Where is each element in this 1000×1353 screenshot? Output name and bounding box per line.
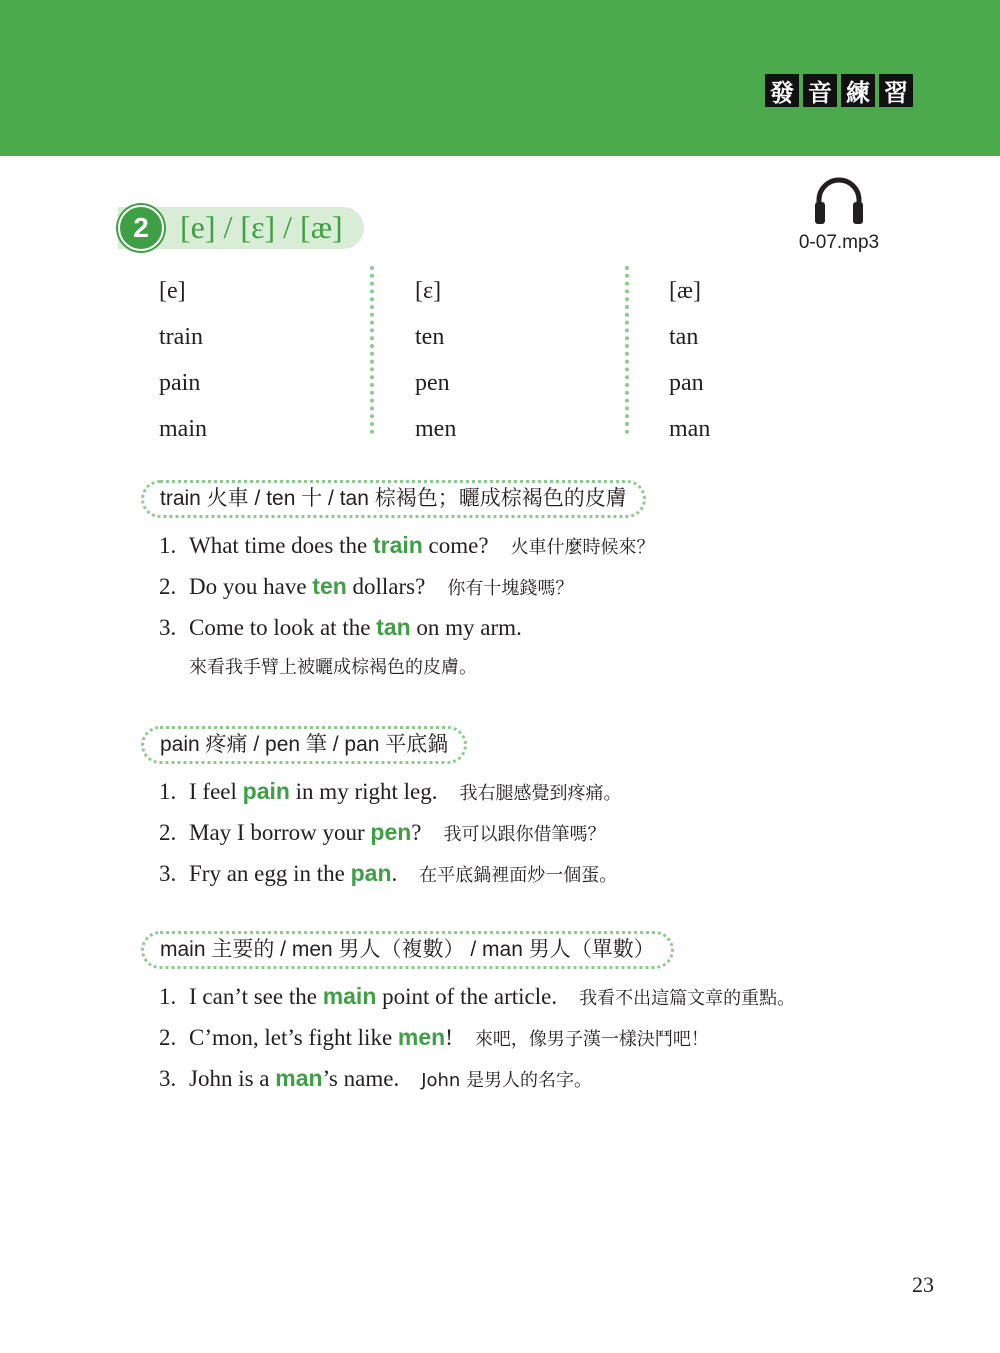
sentence-list [159,525,655,688]
sentence-number: 3. [159,1066,177,1091]
page-category-title [765,74,913,107]
title-char: 習 [879,74,913,107]
example-sentence [159,1017,795,1058]
sentence-text: on my arm. [410,615,522,640]
example-sentence [159,812,622,853]
word: pen [415,370,450,396]
sentence-text: ’s name. [322,1066,400,1091]
header-banner [0,0,1000,156]
column-header: [e] [159,278,186,304]
sentence-list [159,771,622,894]
sentence-number: 1. [159,533,177,558]
section-title: [e] / [ɛ] / [æ] [180,209,343,245]
sentence-number: 1. [159,984,177,1009]
keyword: main [322,983,377,1009]
word: man [669,416,711,442]
sentence-text: come? [422,533,489,558]
sentence-text: ! [445,1025,453,1050]
page-number: 23 [912,1272,934,1297]
group-heading: train 火車 / ten 十 / tan 棕褐色；曬成棕褐色的皮膚 [141,480,646,518]
example-sentence [159,771,622,812]
word: men [415,416,457,442]
sentence-number: 2. [159,1025,177,1050]
sentence-text: point of the article. [376,984,558,1009]
translation: John 是男人的名字。 [421,1070,593,1091]
example-sentence [159,566,655,607]
sentence-text: Do you have [189,574,313,599]
title-char: 練 [841,74,875,107]
word: ten [415,324,445,350]
title-char: 發 [765,74,799,107]
word: tan [669,324,699,350]
sentence-list [159,976,795,1099]
audio-track[interactable] [796,172,882,254]
example-sentence [159,607,655,648]
word: pain [159,370,201,396]
sentence-text: . [391,861,398,886]
word: pan [669,370,704,396]
translation: 來看我手臂上被曬成棕褐色的皮膚。 [189,657,477,678]
column-header: [æ] [669,278,701,304]
sentence-text: I feel [189,779,243,804]
sentence-text: May I borrow your [189,820,371,845]
example-sentence [159,853,622,894]
example-sentence [159,1058,795,1099]
group-heading: pain 疼痛 / pen 筆 / pan 平底鍋 [141,726,467,764]
phonetic-column [159,268,207,452]
headphones-icon [811,172,867,226]
translation: 火車什麼時候來？ [510,537,655,558]
sentence-number: 2. [159,574,177,599]
keyword: tan [376,614,411,640]
column-divider [370,266,374,434]
translation: 我可以跟你借筆嗎？ [443,824,606,845]
sentence-text: in my right leg. [289,779,438,804]
sentence-number: 1. [159,779,177,804]
column-divider [625,266,629,434]
translation: 我右腿感覺到疼痛。 [459,783,622,804]
phonetic-column [669,268,710,452]
keyword: pan [350,860,392,886]
sentence-text: Fry an egg in the [189,861,351,886]
translation: 來吧，像男子漢一樣決鬥吧！ [474,1029,709,1050]
translation: 我看不出這篇文章的重點。 [579,988,796,1009]
section-number: 2 [118,205,164,251]
keyword: pen [370,819,412,845]
group-heading: main 主要的 / men 男人（複數） / man 男人（單數） [141,931,674,969]
keyword: men [397,1024,446,1050]
keyword: ten [312,573,347,599]
sentence-text: ? [411,820,422,845]
word: train [159,324,203,350]
column-header: [ɛ] [415,278,442,304]
keyword: pain [242,778,290,804]
sentence-text: C’mon, let’s fight like [189,1025,398,1050]
keyword: train [372,532,423,558]
word: main [159,416,207,442]
audio-filename: 0-07.mp3 [798,232,880,253]
title-char: 音 [803,74,837,107]
translation: 你有十塊錢嗎？ [447,578,574,599]
sentence-number: 3. [159,861,177,886]
translation: 在平底鍋裡面炒一個蛋。 [419,865,618,886]
sentence-text: I can’t see the [189,984,323,1009]
sentence-text: Come to look at the [189,615,377,640]
example-sentence [159,976,795,1017]
sentence-number: 3. [159,615,177,640]
sentence-text: dollars? [346,574,426,599]
sentence-text: What time does the [189,533,373,558]
sentence-text: John is a [189,1066,276,1091]
keyword: man [275,1065,323,1091]
phonetic-column [415,268,456,452]
example-sentence [159,525,655,566]
sentence-number: 2. [159,820,177,845]
